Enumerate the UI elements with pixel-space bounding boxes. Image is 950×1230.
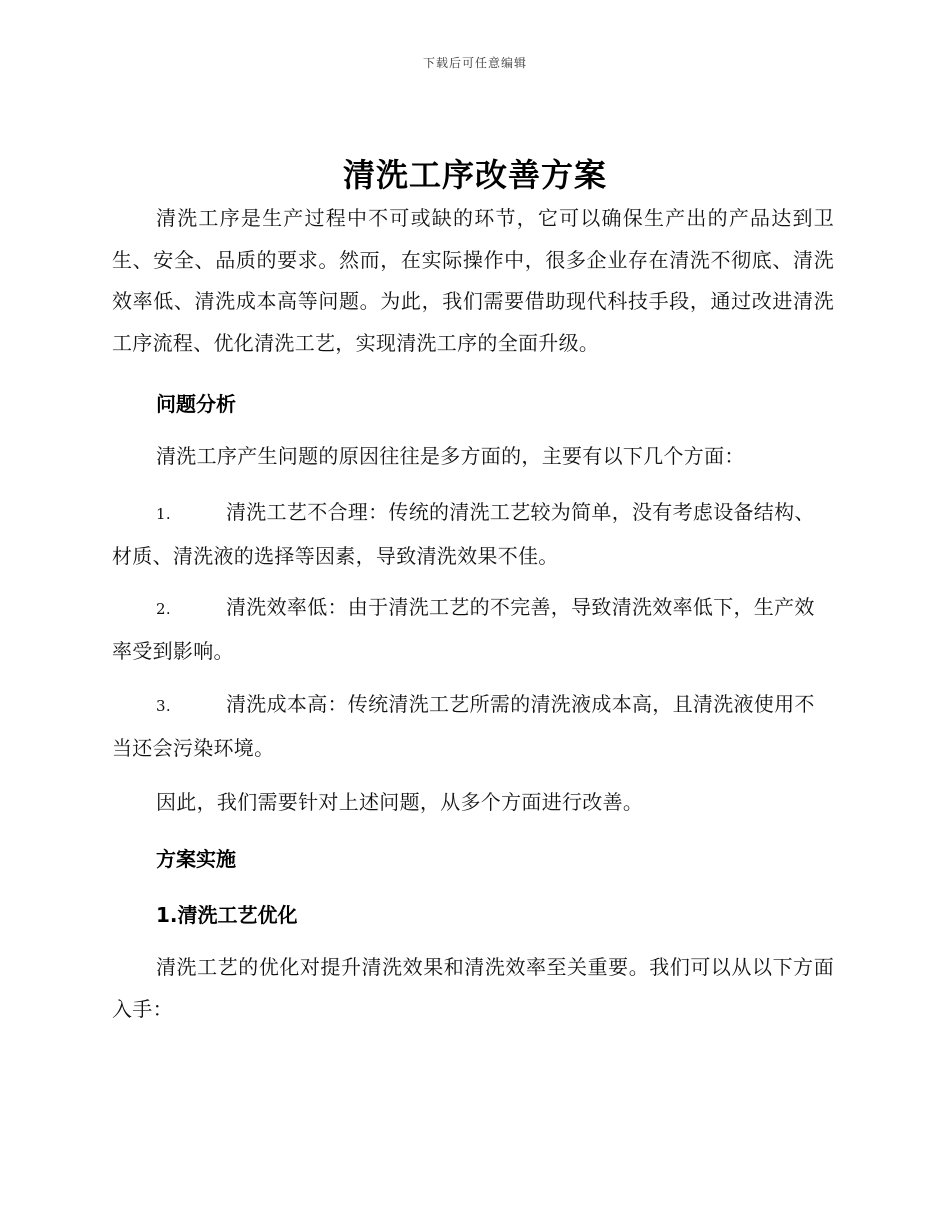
list-item [112, 492, 834, 577]
process-optimization-paragraph: 清洗工艺的优化对提升清洗效果和清洗效率至关重要。我们可以从以下方面入手： [112, 955, 834, 1021]
problem-lead-paragraph: 清洗工序产生问题的原因往往是多方面的，主要有以下几个方面： [156, 444, 745, 468]
subsection-heading-process-optimization: 1.清洗工艺优化 [156, 903, 298, 927]
list-number: 3. [156, 697, 171, 715]
conclusion-paragraph: 因此，我们需要针对上述问题，从多个方面进行改善。 [156, 790, 644, 814]
intro-paragraph: 清洗工序是生产过程中不可或缺的环节，它可以确保生产出的产品达到卫生、安全、品质的要求。然而，在实际操作中，很多企业存在清洗不彻底、清洗效率低、清洗成本高等问题。为此，我们需要借助现代科技手段，通过改进清洗工序流程、优化清洗工艺，实现清洗工序的全面升级。 [112, 206, 834, 355]
list-number: 2. [156, 600, 171, 618]
header-note: 下载后可任意编辑 [422, 56, 527, 70]
list-text: 清洗成本高：传统清洗工艺所需的清洗液成本高，且清洗液使用不当还会污染环境。 [112, 692, 815, 760]
list-item [112, 587, 834, 672]
list-text: 清洗工艺不合理：传统的清洗工艺较为简单，没有考虑设备结构、材质、清洗液的选择等因素，导致清洗效果不佳。 [112, 500, 815, 568]
section-heading-implementation: 方案实施 [156, 847, 236, 871]
list-number: 1. [156, 505, 171, 523]
section-heading-problem-analysis: 问题分析 [156, 392, 236, 416]
list-text: 清洗效率低：由于清洗工艺的不完善，导致清洗效率低下，生产效率受到影响。 [112, 595, 815, 663]
document-title: 清洗工序改善方案 [342, 156, 607, 194]
list-item [112, 684, 834, 769]
